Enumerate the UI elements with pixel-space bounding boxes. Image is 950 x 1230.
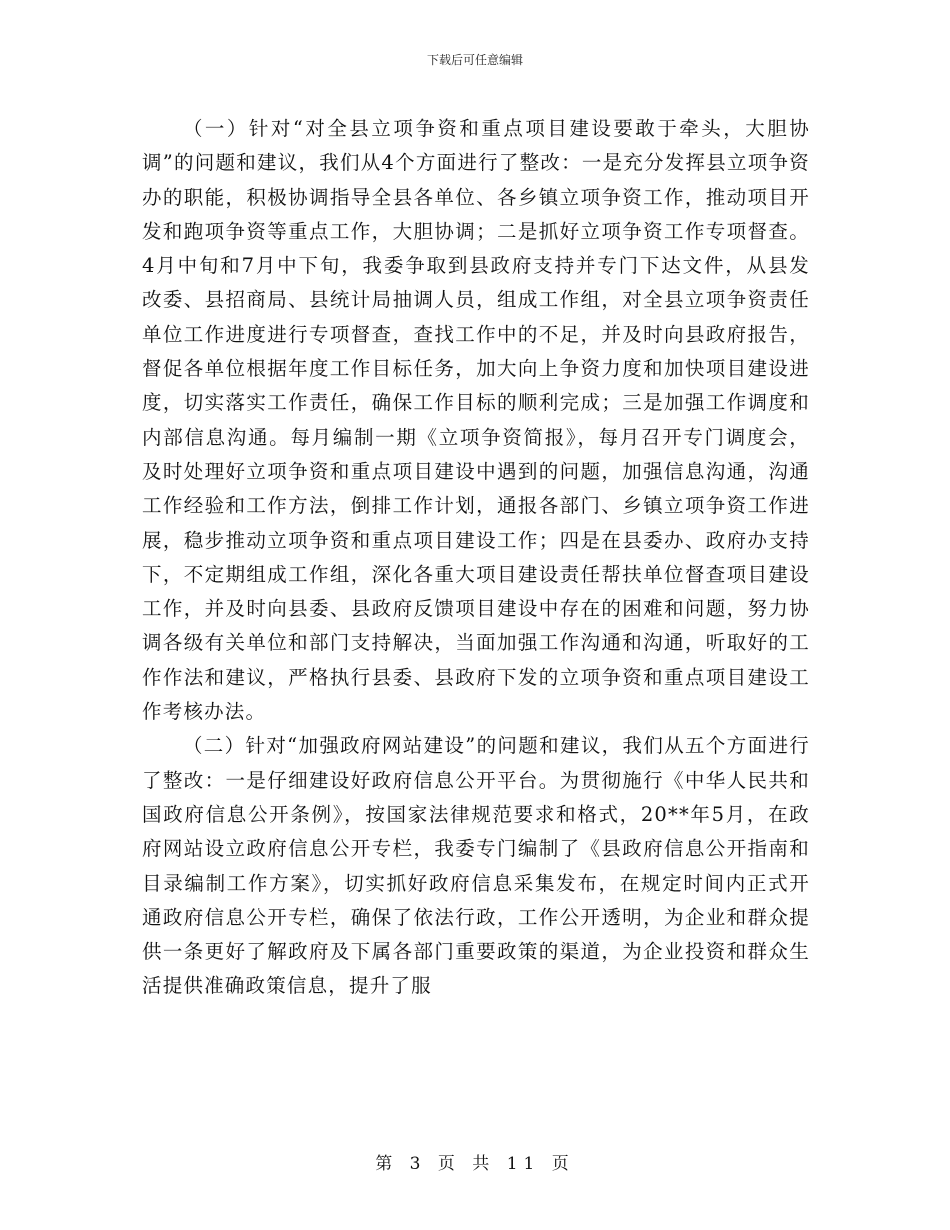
page-number-footer: 第 3 页 共 11 页 — [375, 1154, 575, 1174]
document-body — [142, 112, 810, 1004]
paragraph-1: （一）针对“对全县立项争资和重点项目建设要敢于牵头，大胆协调”的问题和建议，我们从4个方面进行了整改：一是充分发挥县立项争资办的职能，积极协调指导全县各单位、各乡镇立项争资工作，推动项目开发和跑项争资等重点工作，大胆协调；二是抓好立项争资工作专项督查。4月中旬和7月中下旬，我委争取到县政府支持并专门下达文件，从县发改委、县招商局、县统计局抽调人员，组成工作组，对全县立项争资责任单位工作进度进行专项督查，查找工作中的不足，并及时向县政府报告，督促各单位根据年度工作目标任务，加大向上争资力度和加快项目建设进度，切实落实工作责任，确保工作目标的顺利完成；三是加强工作调度和内部信息沟通。每月编制一期《立项争资简报》，每月召开专门调度会，及时处理好立项争资和重点项目建设中遇到的问题，加强信息沟通，沟通工作经验和工作方法，倒排工作计划，通报各部门、乡镇立项争资工作进展，稳步推动立项争资和重点项目建设工作；四是在县委办、政府办支持下，不定期组成工作组，深化各重大项目建设责任帮扶单位督查项目建设工作，并及时向县委、县政府反馈项目建设中存在的困难和问题，努力协调各级有关单位和部门支持解决，当面加强工作沟通和沟通，听取好的工作作法和建议，严格执行县委、县政府下发的立项争资和重点项目建设工作考核办法。 — [142, 117, 810, 724]
header-note: 下载后可任意编辑 — [426, 53, 523, 67]
paragraph-2: （二）针对“加强政府网站建设”的问题和建议，我们从五个方面进行了整改：一是仔细建设好政府信息公开平台。为贯彻施行《中华人民共和国政府信息公开条例》，按国家法律规范要求和格式，20**年5月，在政府网站设立政府信息公开专栏，我委专门编制了《县政府信息公开指南和目录编制工作方案》，切实抓好政府信息采集发布，在规定时间内正式开通政府信息公开专栏，确保了依法行政，工作公开透明，为企业和群众提供一条更好了解政府及下属各部门重要政策的渠道，为企业投资和群众生活提供准确政策信息，提升了服 — [142, 734, 810, 998]
